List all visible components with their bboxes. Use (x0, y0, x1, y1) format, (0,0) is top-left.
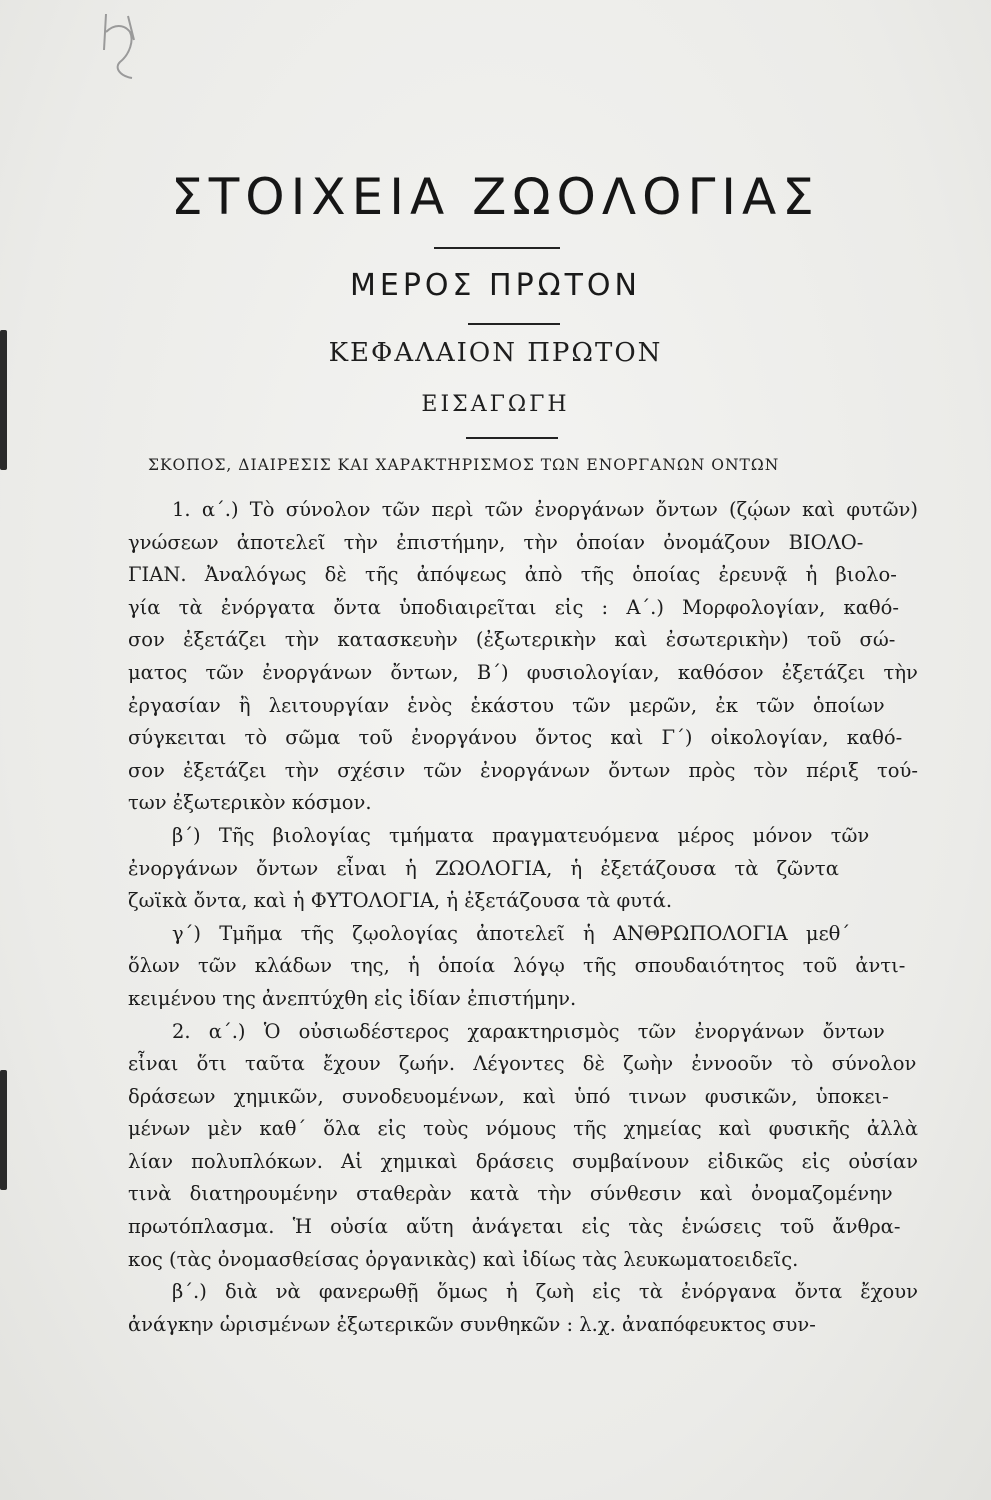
text-line: 1. α΄.) Τὸ σύνολον τῶν περὶ τῶν ἐνοργάνων ὄντων (ζῴων καὶ φυτῶν) (172, 498, 918, 521)
text-line: γία τὰ ἐνόργατα ὄντα ὑποδιαιρεῖται εἰς : Α΄.) Μορφολογίαν, καθό- (128, 595, 899, 619)
text-line: κος (τὰς ὀνομασθείσας ὀργανικὰς) καὶ ἰδίως τὰς λευκωματοειδεῖς. (128, 1247, 799, 1271)
text-line: ζωϊκὰ ὄντα, καὶ ἡ ΦΥΤΟΛΟΓΙΑ, ἡ ἐξετάζουσα τὰ φυτά. (128, 889, 673, 913)
text-line: των ἐξωτερικὸν κόσμον. (128, 791, 372, 815)
text-line: τινὰ διατηρουμένην σταθερὰν κατὰ τὴν σύνθεσιν καὶ ὀνομαζομένην (128, 1182, 893, 1206)
text-line: δράσεων χημικῶν, συνοδευομένων, καὶ ὑπό τινων φυσικῶν, ὑποκει- (128, 1084, 889, 1108)
text-line: γ΄) Τμῆμα τῆς ζῳολογίας ἀποτελεῖ ἡ ΑΝΘΡΩΠΟΛΟΓΙΑ μεθ΄ (172, 921, 851, 945)
intro-heading: ΕΙΣΑΓΩΓΗ (421, 392, 570, 417)
intro-rule (466, 437, 558, 439)
part-rule (468, 323, 560, 325)
part-heading: ΜΕΡΟΣ ΠΡΩΤΟΝ (350, 268, 641, 303)
section-heading: ΣΚΟΠΟΣ, ΔΙΑΙΡΕΣΙΣ ΚΑΙ ΧΑΡΑΚΤΗΡΙΣΜΟΣ ΤΩΝ ΕΝΟΡΓΑΝΩΝ ΟΝΤΩΝ (148, 456, 780, 474)
text-line: σον ἐξετάζει τὴν σχέσιν τῶν ἐνοργάνων ὄντων πρὸς τὸν πέριξ τού- (128, 758, 918, 782)
text-line: εἶναι ὅτι ταῦτα ἔχουν ζωήν. Λέγοντες δὲ ζωὴν ἐννοοῦν τὸ σύνολον (128, 1052, 917, 1076)
book-title: ΣΤΟΙΧΕΙΑ ΖΩΟΛΟΓΙΑΣ (171, 168, 820, 226)
text-line: σύγκειται τὸ σῶμα τοῦ ἐνοργάνου ὄντος καὶ Γ΄) οἰκολογίαν, καθό- (128, 726, 903, 750)
text-line: ἐργασίαν ἢ λειτουργίαν ἑνὸς ἑκάστου τῶν μερῶν, ἐκ τῶν ὁποίων (128, 693, 885, 717)
chapter-heading: ΚΕΦΑΛΑΙΟΝ ΠΡΩΤΟΝ (328, 338, 663, 368)
text-line: ΓΙΑΝ. Ἀναλόγως δὲ τῆς ἀπόψεως ἀπὸ τῆς ὁποίας ἐρευνᾷ ἡ βιολο- (128, 563, 897, 587)
text-line: 2. α΄.) Ὁ οὐσιωδέστερος χαρακτηρισμὸς τῶν ἐνοργάνων ὄντων (172, 1019, 885, 1043)
text-line: β΄) Τῆς βιολογίας τμήματα πραγματευόμενα μέρος μόνον τῶν (172, 823, 870, 847)
text-line: ἐνοργάνων ὄντων εἶναι ἡ ΖΩΟΛΟΓΙΑ, ἡ ἐξετάζουσα τὰ ζῶντα (128, 856, 839, 880)
text-line: λίαν πολυπλόκων. Αἱ χημικαὶ δράσεις συμβαίνουν εἰδικῶς εἰς οὐσίαν (128, 1149, 918, 1173)
pencil-mark-icon (100, 10, 144, 84)
text-line: ἀνάγκην ὡρισμένων ἐξωτερικῶν συνθηκῶν : λ.χ. ἀναπόφευκτος συν- (128, 1312, 816, 1336)
text-line: β΄.) διὰ νὰ φανερωθῇ ὅμως ἡ ζωὴ εἰς τὰ ἐνόργανα ὄντα ἔχουν (172, 1280, 918, 1304)
title-rule (434, 247, 560, 249)
text-line: πρωτόπλασμα. Ἡ οὐσία αὕτη ἀνάγεται εἰς τὰς ἑνώσεις τοῦ ἄνθρα- (128, 1215, 901, 1239)
body-text (128, 494, 918, 1341)
text-line: ὅλων τῶν κλάδων της, ἡ ὁποία λόγῳ τῆς σπουδαιότητος τοῦ ἀντι- (128, 954, 906, 978)
text-line: γνώσεων ἀποτελεῖ τὴν ἐπιστήμην, τὴν ὁποίαν ὀνομάζουν ΒΙΟΛΟ- (128, 530, 864, 554)
text-line: σον ἐξετάζει τὴν κατασκευὴν (ἐξωτερικὴν καὶ ἐσωτερικὴν) τοῦ σώ- (128, 628, 896, 652)
text-line: μένων μὲν καθ΄ ὅλα εἰς τοὺς νόμους τῆς χημείας καὶ φυσικῆς ἀλλὰ (128, 1117, 918, 1141)
text-line: κειμένου της ἀνεπτύχθη εἰς ἰδίαν ἐπιστήμην. (128, 986, 577, 1010)
binding-mark-bottom (0, 1070, 7, 1190)
text-line: ματος τῶν ἐνοργάνων ὄντων, Β΄) φυσιολογίαν, καθόσον ἐξετάζει τὴν (128, 660, 918, 684)
